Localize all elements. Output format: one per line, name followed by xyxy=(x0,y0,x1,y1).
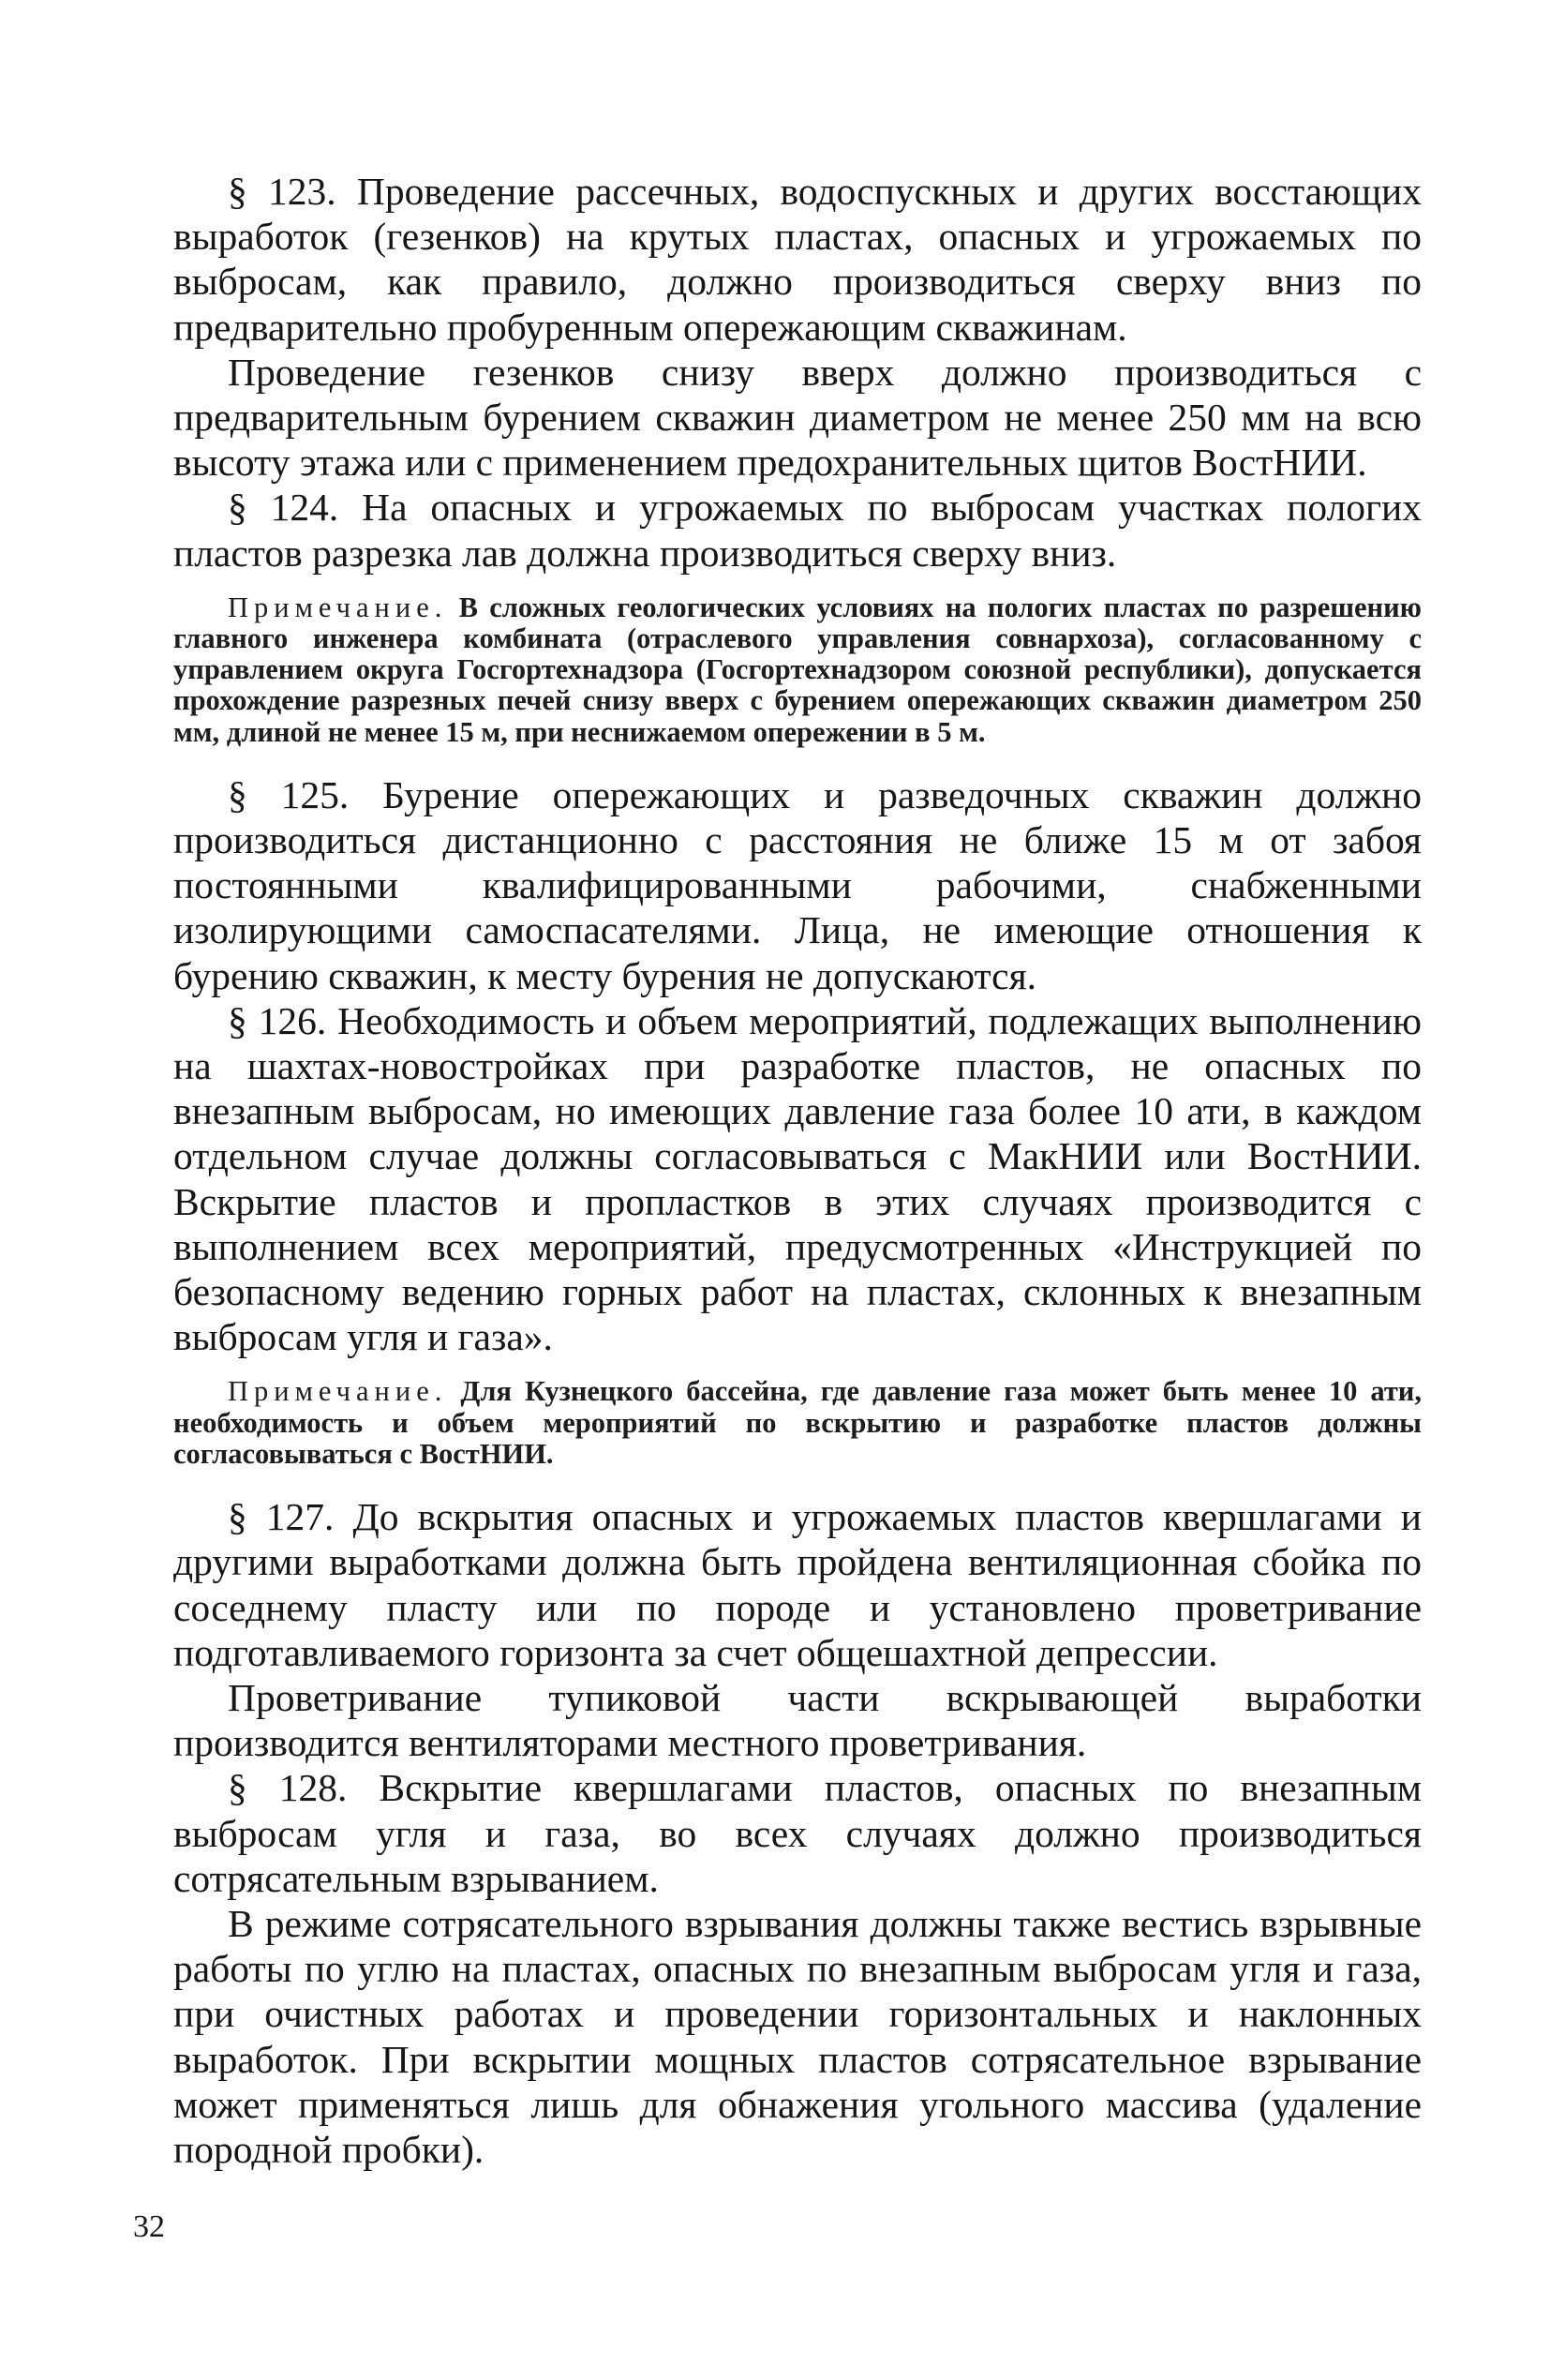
paragraph-123: § 123. Проведение рассечных, водоспускных и других восстающих выработок (гезенков) на крутых пластах, опасных и угрожаемых по выбросам, как правило, должно производиться сверху вниз по предварительно пробуренным опережающим скважинам. xyxy=(173,170,1422,349)
paragraph-123-continuation: Проведение гезенков снизу вверх должно производиться с предварительным бурением скважин диаметром не менее 250 мм на всю высоту этажа или с применением предохранительных щитов ВостНИИ. xyxy=(173,350,1422,485)
paragraph-127-continuation: Проветривание тупиковой части вскрывающей выработки производится вентиляторами местного проветривания. xyxy=(173,1675,1422,1765)
paragraph-128: § 128. Вскрытие квершлагами пластов, опасных по внезапным выбросам угля и газа, во всех случаях должно производиться сотрясательным взрыванием. xyxy=(173,1766,1422,1900)
paragraph-126: § 126. Необходимость и объем мероприятий, подлежащих выполнению на шахтах-новостройках при разработке пластов, не опасных по внезапным выбросам, но имеющих давление газа более 10 ати, в каждом отдельном случае должны согласовываться с МакНИИ или ВостНИИ. Вскрытие пластов и пропластков в этих случаях производится с выполнением всех мероприятий, предусмотренных «Инструкцией по безопасному ведению горных работ на пластах, склонных к внезапным выбросам угля и газа». xyxy=(173,998,1422,1359)
note-1 xyxy=(173,592,1422,748)
note-1-lead: Примечание. xyxy=(228,591,448,623)
page-text-block xyxy=(173,169,1422,2172)
paragraph-128-continuation: В режиме сотрясательного взрывания должны также вестись взрывные работы по углю на пластах, опасных по внезапным выбросам угля и газа, при очистных работах и проведении горизонтальных и наклонных выработок. При вскрытии мощных пластов сотрясательное взрывание может применяться лишь для обнажения угольного массива (удаление породной пробки). xyxy=(173,1901,1422,2171)
note-2-lead: Примечание. xyxy=(228,1375,448,1408)
note-2 xyxy=(173,1376,1422,1470)
paragraph-124: § 124. На опасных и угрожаемых по выбросам участках пологих пластов разрезка лав должна производиться сверху вниз. xyxy=(173,486,1422,575)
note-1-text: В сложных геологических условиях на пологих пластах по разрешению главного инженера комбината (отраслевого управления совнархоза), согласованному с управлением округа Госгортехнадзора (Госгортехнадзором союзной республики), допускается прохождение разрезных печей снизу вверх с бурением опережающих скважин диаметром 250 мм, длиной не менее 15 м, при неснижаемом опережении в 5 м. xyxy=(173,591,1422,748)
note-2-text: Для Кузнецкого бассейна, где давление газа может быть менее 10 ати, необходимость и объем мероприятий по вскрытию и разработке пластов должны согласовываться с ВостНИИ. xyxy=(173,1375,1422,1470)
page-number: 32 xyxy=(133,2209,165,2244)
paragraph-125: § 125. Бурение опережающих и разведочных скважин должно производиться дистанционно с расстояния не ближе 15 м от забоя постоянными квалифицированными рабочими, снабженными изолирующими самоспасателями. Лица, не имеющие отношения к бурению скважин, к месту бурения не допускаются. xyxy=(173,772,1422,997)
paragraph-127: § 127. До вскрытия опасных и угрожаемых пластов квершлагами и другими выработками должна быть пройдена вентиляционная сбойка по соседнему пласту или по породе и установлено проветривание подготавливаемого горизонта за счет общешахтной депрессии. xyxy=(173,1495,1422,1674)
